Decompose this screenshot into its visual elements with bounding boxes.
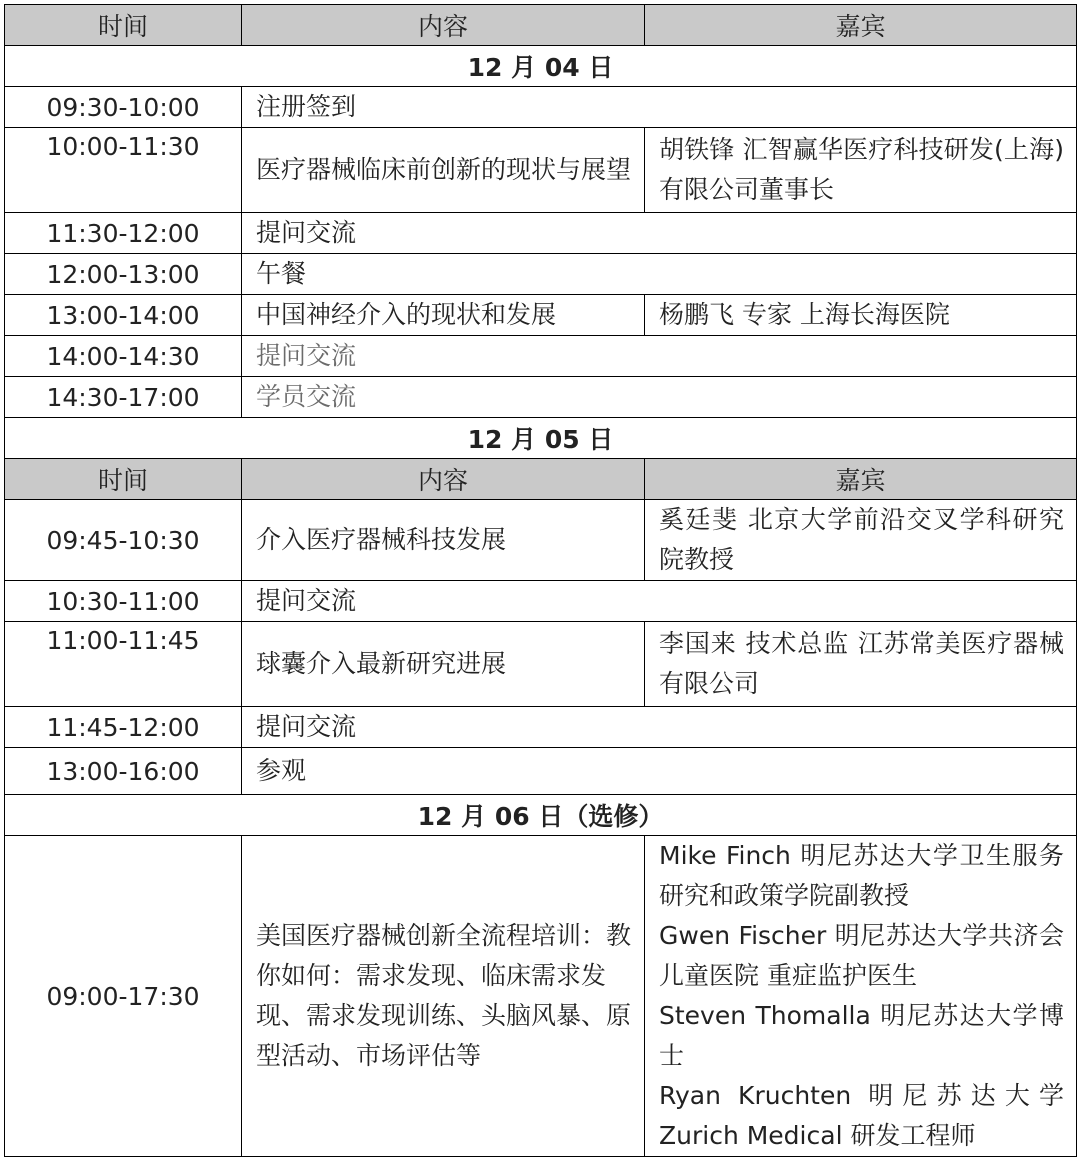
date-label: 12 月 05 日 (5, 418, 1077, 459)
header-time: 时间 (5, 5, 242, 46)
table-row (5, 707, 1077, 748)
time-cell: 11:00-11:45 (5, 622, 242, 707)
table-row (5, 622, 1077, 707)
table-row (5, 254, 1077, 295)
content-cell: 提问交流 (242, 336, 1077, 377)
date-label: 12 月 06 日（选修） (5, 795, 1077, 836)
time-cell: 09:00-17:30 (5, 836, 242, 1157)
schedule-table (4, 4, 1077, 1157)
content-cell: 美国医疗器械创新全流程培训：教你如何：需求发现、临床需求发现、需求发现训练、头脑风暴、原型活动、市场评估等 (242, 836, 645, 1157)
table-row (5, 336, 1077, 377)
guest-entry: Mike Finch 明尼苏达大学卫生服务研究和政策学院副教授 (659, 841, 1064, 910)
time-cell: 13:00-14:00 (5, 295, 242, 336)
header-content: 内容 (242, 459, 645, 500)
content-cell: 提问交流 (242, 581, 1077, 622)
content-cell: 医疗器械临床前创新的现状与展望 (242, 128, 645, 213)
table-row (5, 295, 1077, 336)
header-guest: 嘉宾 (645, 5, 1077, 46)
content-cell: 参观 (242, 748, 1077, 795)
content-cell: 提问交流 (242, 213, 1077, 254)
time-cell: 10:30-11:00 (5, 581, 242, 622)
guest-entry: Ryan Kruchten 明尼苏达大学 Zurich Medical 研发工程师 (659, 1081, 1064, 1150)
time-cell: 09:45-10:30 (5, 500, 242, 581)
header-content: 内容 (242, 5, 645, 46)
time-cell: 14:30-17:00 (5, 377, 242, 418)
table-row (5, 748, 1077, 795)
table-row (5, 213, 1077, 254)
content-cell: 提问交流 (242, 707, 1077, 748)
header-time: 时间 (5, 459, 242, 500)
time-cell: 11:30-12:00 (5, 213, 242, 254)
table-row (5, 581, 1077, 622)
table-header-row (5, 459, 1077, 500)
date-row-day2 (5, 418, 1077, 459)
time-cell: 12:00-13:00 (5, 254, 242, 295)
content-cell: 午餐 (242, 254, 1077, 295)
table-row (5, 128, 1077, 213)
content-cell: 球囊介入最新研究进展 (242, 622, 645, 707)
header-guest: 嘉宾 (645, 459, 1077, 500)
guest-cell: 胡铁锋 汇智赢华医疗科技研发(上海)有限公司董事长 (645, 128, 1077, 213)
content-cell: 中国神经介入的现状和发展 (242, 295, 645, 336)
guest-cell: 奚廷斐 北京大学前沿交叉学科研究院教授 (645, 500, 1077, 581)
table-row (5, 500, 1077, 581)
table-row (5, 377, 1077, 418)
table-row (5, 87, 1077, 128)
table-header-row (5, 5, 1077, 46)
time-cell: 13:00-16:00 (5, 748, 242, 795)
time-cell: 09:30-10:00 (5, 87, 242, 128)
content-cell: 介入医疗器械科技发展 (242, 500, 645, 581)
date-row-day1 (5, 46, 1077, 87)
time-cell: 14:00-14:30 (5, 336, 242, 377)
guest-cell (645, 836, 1077, 1157)
guest-entry: Gwen Fischer 明尼苏达大学共济会儿童医院 重症监护医生 (659, 921, 1064, 990)
table-row (5, 836, 1077, 1157)
guest-entry: Steven Thomalla 明尼苏达大学博士 (659, 1001, 1064, 1070)
guest-cell: 杨鹏飞 专家 上海长海医院 (645, 295, 1077, 336)
time-cell: 11:45-12:00 (5, 707, 242, 748)
date-label: 12 月 04 日 (5, 46, 1077, 87)
content-cell: 注册签到 (242, 87, 1077, 128)
guest-cell: 李国来 技术总监 江苏常美医疗器械有限公司 (645, 622, 1077, 707)
content-cell: 学员交流 (242, 377, 1077, 418)
date-row-day3 (5, 795, 1077, 836)
time-cell: 10:00-11:30 (5, 128, 242, 213)
